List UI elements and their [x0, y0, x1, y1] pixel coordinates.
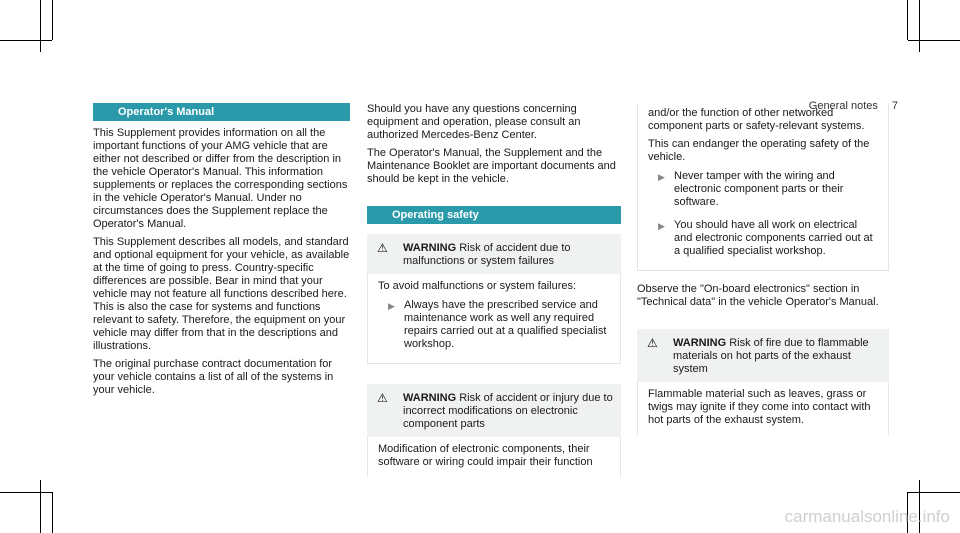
bullet-text: Always have the prescribed service and maintenance work as well any required repairs carried out at a qualified specialist workshop.: [404, 299, 607, 350]
paragraph: This can endanger the operating safety of the vehicle.: [648, 138, 870, 163]
warning-triangle-icon: ⚠: [377, 241, 388, 255]
watermark: carmanualsonline.info: [784, 507, 950, 526]
crop-mark: [919, 0, 920, 52]
warning-label: WARNING: [403, 392, 457, 404]
column-1: [93, 103, 350, 402]
arrow-bullet-icon: ▶: [658, 221, 665, 231]
warning-text: Risk of accident or injury due to incorrect modifications on electronic component parts: [403, 392, 613, 430]
arrow-bullet-icon: ▶: [388, 301, 395, 311]
paragraph: This Supplement describes all models, and standard and optional equipment for your vehicle, as available at the time of going to press. Country-specific differences are possible. Bear in mind that your vehicle may not feature all functions described here. This is also the case for systems and functions relevant to safety. Therefore, the equipment on your vehicle may differ from that in the descriptions and illustrations.: [93, 236, 350, 352]
column-3: [637, 103, 889, 435]
warning-title: [637, 329, 889, 382]
warning-triangle-icon: ⚠: [647, 336, 658, 350]
paragraph: and/or the function of other networked component parts or safety-relevant systems.: [648, 107, 865, 132]
paragraph: The Operator's Manual, the Supplement and the Maintenance Booklet are important documents and should be kept in the vehicle.: [367, 147, 616, 185]
warning-text: Risk of fire due to flammable materials on hot parts of the exhaust system: [673, 337, 869, 375]
crop-mark: [908, 40, 960, 41]
column-2: [367, 103, 621, 477]
warning-body: [367, 437, 621, 477]
bullet-item: [648, 219, 878, 258]
page-number: 7: [891, 100, 898, 112]
warning-label: WARNING: [673, 337, 727, 349]
warning-text: Risk of accident due to malfunctions or system failures: [403, 242, 571, 267]
warning-body-text: Flammable material such as leaves, grass or twigs may ignite if they come into contact with hot parts of the exhaust system.: [648, 388, 871, 426]
warning-body-text: Modification of electronic components, their software or wiring could impair their function: [378, 443, 593, 468]
paragraph: This Supplement provides information on all the important functions of your AMG vehicle that are either not described or differ from the description in the vehicle Operator's Manual. This information supplements or replaces the corresponding sections in the vehicle Operator's Manual. Under no circumstances does the Supplement replace the Operator's Manual.: [93, 127, 348, 230]
header-title: General notes: [808, 100, 878, 112]
crop-mark: [0, 492, 52, 493]
crop-mark: [907, 0, 908, 40]
warning-box: [637, 329, 889, 435]
warning-label: WARNING: [403, 242, 457, 254]
arrow-bullet-icon: ▶: [658, 172, 665, 182]
bullet-text: Never tamper with the wiring and electronic component parts or their software.: [674, 170, 844, 208]
crop-mark: [52, 0, 53, 40]
paragraph: The original purchase contract documentation for your vehicle contains a list of all of the systems in your vehicle.: [93, 358, 334, 396]
crop-mark: [40, 480, 41, 533]
warning-body-text: To avoid malfunctions or system failures:: [378, 280, 577, 292]
warning-box: [367, 234, 621, 364]
warning-title: [367, 384, 621, 437]
section-heading-operating-safety: Operating safety: [367, 206, 621, 224]
warning-body: [637, 382, 889, 435]
crop-mark: [52, 492, 53, 533]
bullet-item: [378, 299, 612, 351]
warning-triangle-icon: ⚠: [377, 391, 388, 405]
crop-mark: [40, 0, 41, 52]
section-heading-operators-manual: Operator's Manual: [93, 103, 350, 121]
warning-box-continued: [637, 103, 889, 271]
warning-body: [367, 274, 621, 364]
crop-mark: [908, 492, 960, 493]
paragraph: Observe the "On-board electronics" section in "Technical data" in the vehicle Operator's Manual.: [637, 283, 879, 308]
bullet-text: You should have all work on electrical and electronic components carried out at a qualified specialist workshop.: [674, 219, 873, 257]
warning-title: [367, 234, 621, 274]
paragraph: Should you have any questions concerning equipment and operation, please consult an authorized Mercedes-Benz Center.: [367, 103, 581, 141]
warning-box: [367, 384, 621, 477]
bullet-item: [648, 170, 878, 209]
crop-mark: [0, 40, 52, 41]
